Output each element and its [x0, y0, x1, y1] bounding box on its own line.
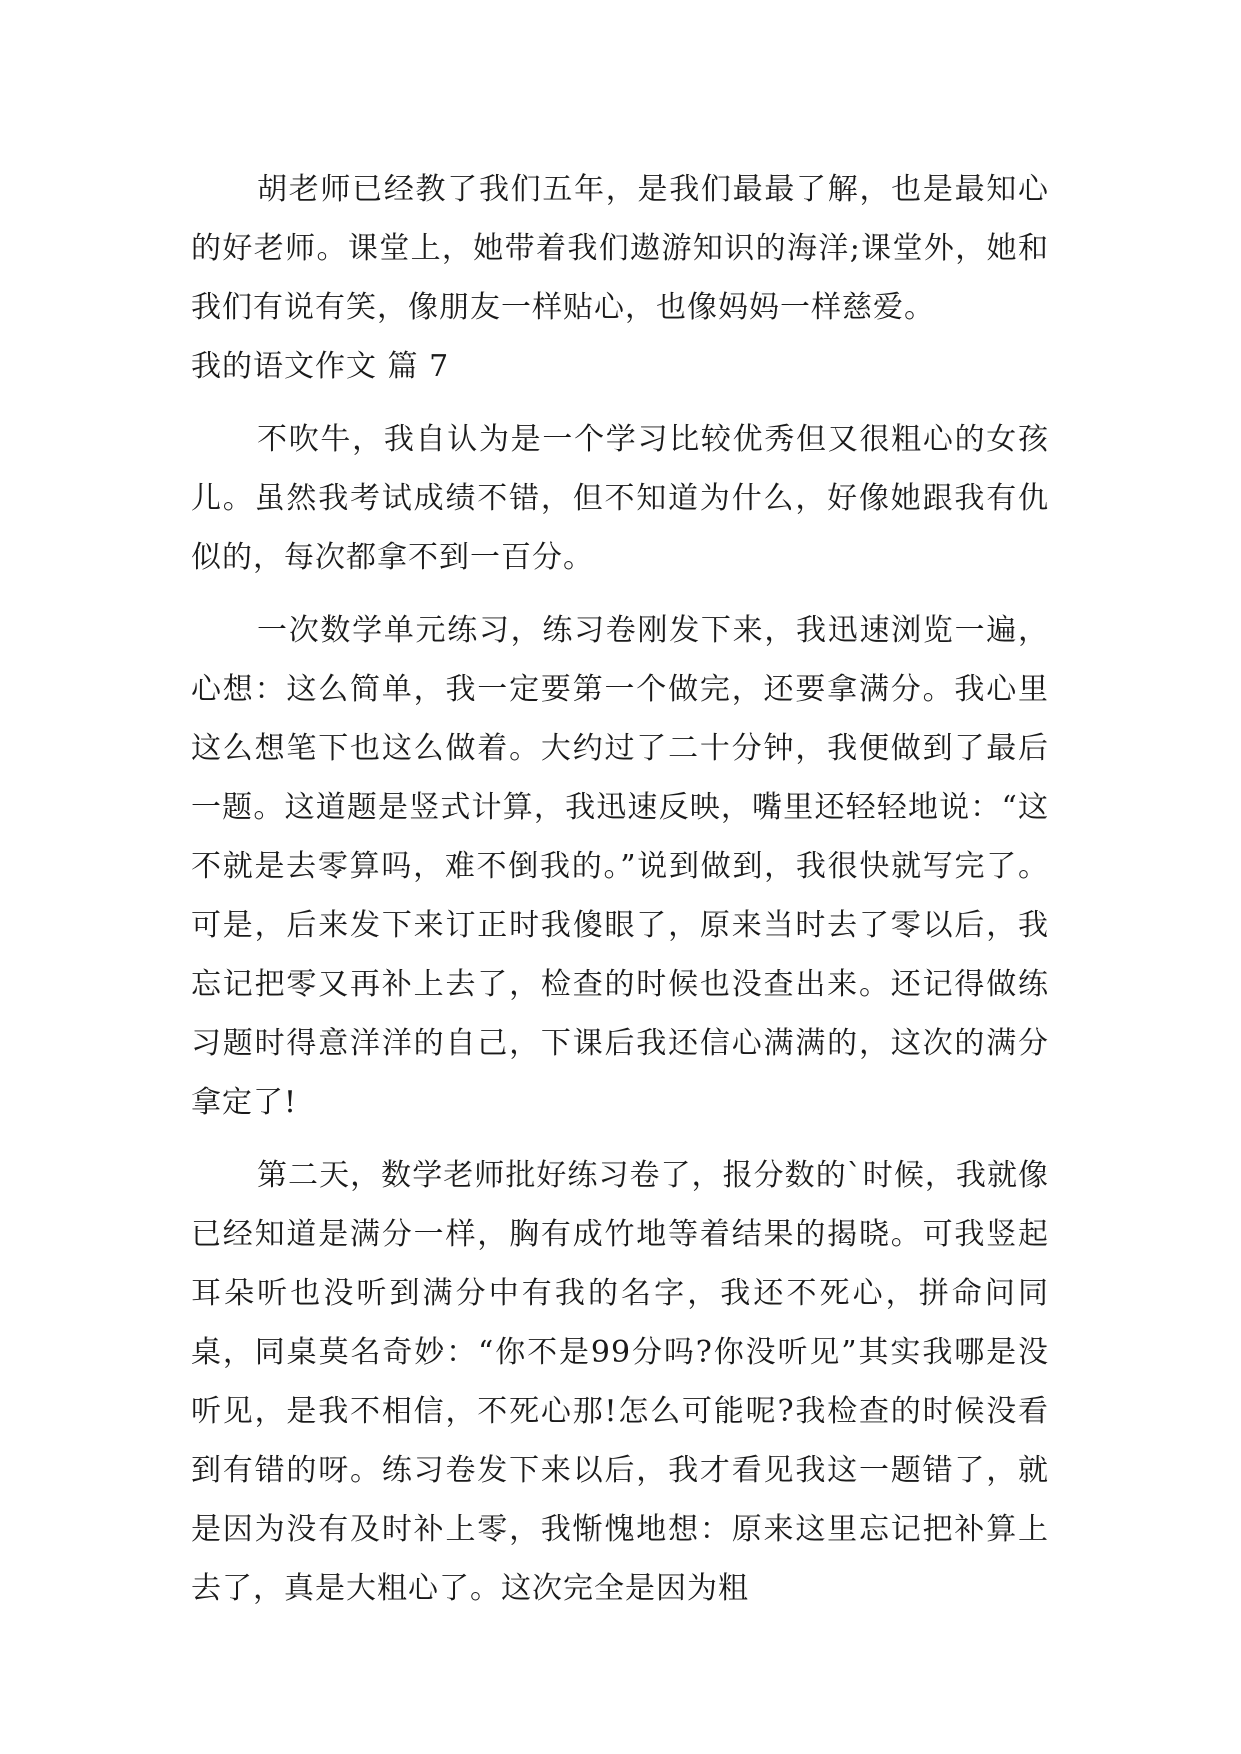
paragraph-2: 不吹牛，我自认为是一个学习比较优秀但又很粗心的女孩儿。虽然我考试成绩不错，但不知道为什么，好像她跟我有仇似的，每次都拿不到一百分。 — [191, 422, 1049, 575]
essay-body — [191, 160, 1049, 1618]
section-heading: 我的语文作文 篇 7 — [191, 349, 450, 384]
paragraph-1: 胡老师已经教了我们五年，是我们最最了解，也是最知心的好老师。课堂上，她带着我们遨游知识的海洋;课堂外，她和我们有说有笑，像朋友一样贴心，也像妈妈一样慈爱。 — [191, 172, 1049, 325]
paragraph-4: 第二天，数学老师批好练习卷了，报分数的`时候，我就像已经知道是满分一样，胸有成竹地等着结果的揭晓。可我竖起耳朵听也没听到满分中有我的名字，我还不死心，拼命问同桌，同桌莫名奇妙：“你不是99分吗?你没听见”其实我哪是没听见，是我不相信，不死心那!怎么可能呢?我检查的时候没看到有错的呀。练习卷发下来以后，我才看见我这一题错了，就是因为没有及时补上零，我惭愧地想：原来这里忘记把补算上去了，真是大粗心了。这次完全是因为粗 — [191, 1158, 1049, 1606]
paragraph-3: 一次数学单元练习，练习卷刚发下来，我迅速浏览一遍，心想：这么简单，我一定要第一个做完，还要拿满分。我心里这么想笔下也这么做着。大约过了二十分钟，我便做到了最后一题。这道题是竖式计算，我迅速反映，嘴里还轻轻地说：“这不就是去零算吗，难不倒我的。”说到做到，我很快就写完了。可是，后来发下来订正时我傻眼了，原来当时去了零以后，我忘记把零又再补上去了，检查的时候也没查出来。还记得做练习题时得意洋洋的自己，下课后我还信心满满的，这次的满分拿定了! — [191, 613, 1049, 1120]
